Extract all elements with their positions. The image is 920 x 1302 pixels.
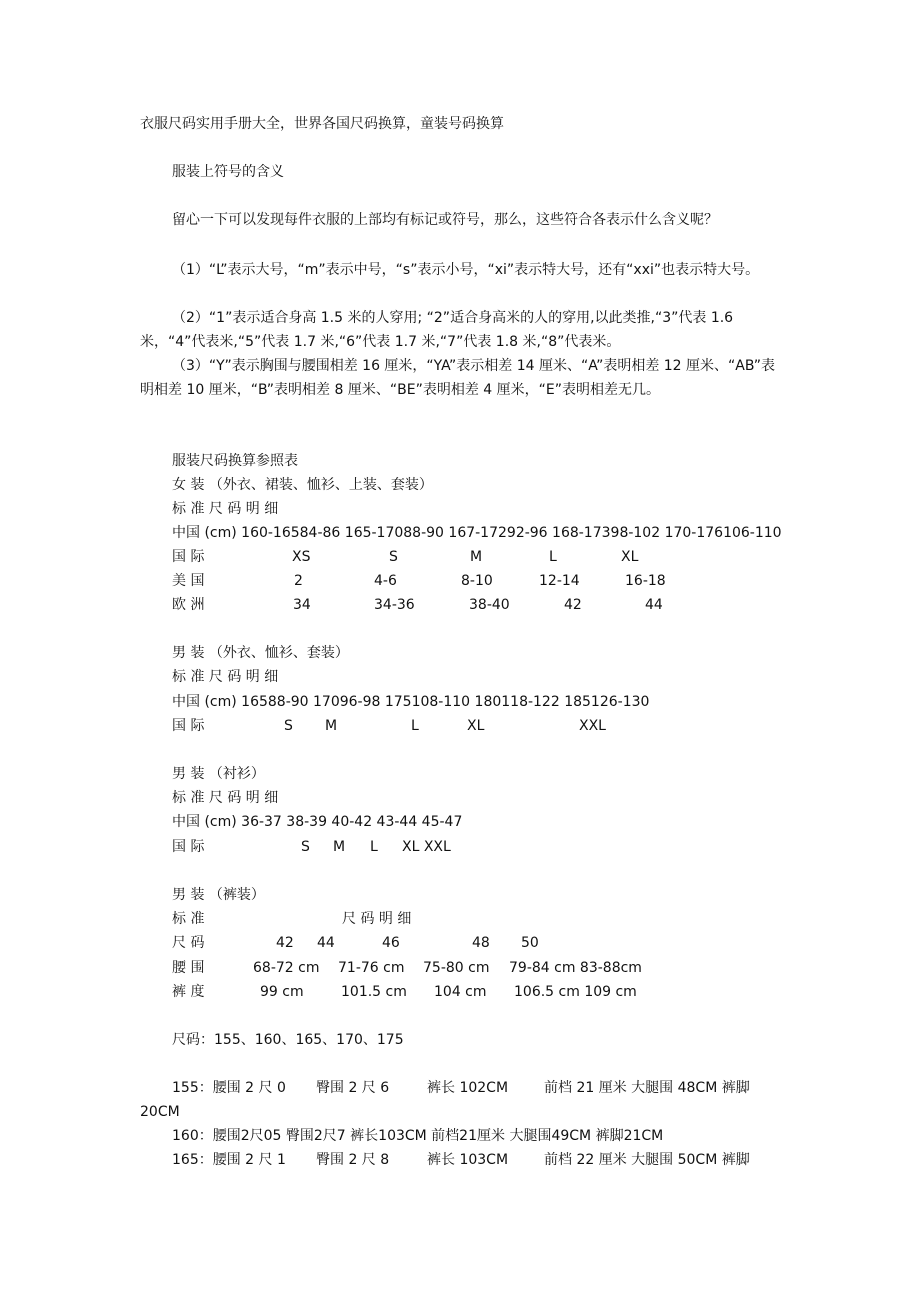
men-outer-standard: 标 准 尺 码 明 细 <box>172 669 279 685</box>
length-cell: 101.5 cm <box>341 984 407 1000</box>
size-cell: 34-36 <box>374 597 415 613</box>
size-cell: 34 <box>293 597 311 613</box>
men-shirt-title: 男 装 （衬衫） <box>172 766 265 782</box>
waist-cell: 71-76 cm <box>338 960 405 976</box>
size-cell: 4-6 <box>374 573 397 589</box>
waist-cell: 68-72 cm <box>253 960 320 976</box>
size-cell: 8-10 <box>461 573 493 589</box>
men-outer-china-row: 中国 (cm) 16588-90 17096-98 175108-110 180118-122 185126-130 <box>172 694 650 710</box>
waist-cell: 79-84 cm 83-88cm <box>509 960 642 976</box>
item-3: （3）“Y”表示胸围与腰围相差 16 厘米，“YA”表示相差 14 厘米、“A”表明相差 12 厘米、“AB”表明相差 10 厘米，“B”表明相差 8 厘米、“BE”表明相差 4 厘米，“E”表明相差无几。 <box>140 358 775 398</box>
detail-rest: 前档 22 厘米 大腿围 50CM 裤脚 <box>544 1152 750 1168</box>
size-cell: S <box>284 718 293 734</box>
item-2: （2）“1”表示适合身高 1.5 米的人穿用; “2”适合身高米的人的穿用,以此类推,“3”代表 1.6 米，“4”代表米,“5”代表 1.7 米,“6”代表 1.7 米,“7”代表 1.8 米,“8”代表米。 <box>140 310 734 350</box>
size-list: 尺码：155、160、165、170、175 <box>172 1032 404 1048</box>
item-1: （1）“L”表示大号，“m”表示中号，“s”表示小号，“xi”表示特大号，还有“xxi”也表示特大号。 <box>172 262 760 278</box>
row-label: 标 准 <box>172 911 205 927</box>
size-cell: XL <box>621 549 639 565</box>
length-cell: 106.5 cm 109 cm <box>514 984 637 1000</box>
men-shirt-china-row: 中国 (cm) 36-37 38-39 40-42 43-44 45-47 <box>172 814 463 830</box>
intro-paragraph: 留心一下可以发现每件衣服的上部均有标记或符号，那么，这些符合各表示什么含义呢？ <box>172 212 718 228</box>
row-label: 欧 洲 <box>172 597 205 613</box>
size-cell: L <box>370 839 378 855</box>
size-cell: 50 <box>521 935 539 951</box>
size-cell: 42 <box>564 597 582 613</box>
row-label: 国 际 <box>172 839 205 855</box>
women-standard: 标 准 尺 码 明 细 <box>172 501 279 517</box>
size-cell: M <box>333 839 346 855</box>
size-cell: 38-40 <box>469 597 510 613</box>
detail-waist: 165：腰围 2 尺 1 <box>172 1152 286 1168</box>
size-cell: 42 <box>276 935 294 951</box>
detail-wrap: 20CM <box>140 1104 180 1120</box>
men-shirt-standard: 标 准 尺 码 明 细 <box>172 790 279 806</box>
waist-cell: 75-80 cm <box>423 960 490 976</box>
row-label: 裤 度 <box>172 984 205 1000</box>
conversion-heading: 服装尺码换算参照表 <box>172 453 298 469</box>
row-label: 美 国 <box>172 573 205 589</box>
size-cell: XXL <box>579 718 606 734</box>
size-cell: 16-18 <box>625 573 666 589</box>
size-cell: S <box>301 839 310 855</box>
detail-length: 裤长 103CM <box>427 1152 509 1168</box>
length-cell: 99 cm <box>260 984 304 1000</box>
document-title: 衣服尺码实用手册大全，世界各国尺码换算，童装号码换算 <box>140 116 504 132</box>
men-pants-title: 男 装 （裤装） <box>172 887 265 903</box>
detail-hip: 臀围 2 尺 6 <box>316 1080 390 1096</box>
size-cell: 44 <box>645 597 663 613</box>
size-cell: L <box>411 718 419 734</box>
size-cell: 12-14 <box>539 573 580 589</box>
size-cell: 46 <box>382 935 400 951</box>
size-cell: XS <box>292 549 311 565</box>
detail-rest: 前档 21 厘米 大腿围 48CM 裤脚 <box>544 1080 750 1096</box>
symbols-heading: 服装上符号的含义 <box>172 164 284 180</box>
size-detail-160: 160：腰围2尺05 臀围2尺7 裤长103CM 前档21厘米 大腿围49CM 裤脚21CM <box>172 1128 664 1144</box>
men-outer-title: 男 装 （外衣、恤衫、套装） <box>172 645 349 661</box>
size-cell: 44 <box>317 935 335 951</box>
size-cell: 2 <box>294 573 303 589</box>
length-cell: 104 cm <box>434 984 487 1000</box>
row-label: 尺 码 <box>172 935 205 951</box>
size-cell: 48 <box>472 935 490 951</box>
women-title: 女 装 （外衣、裙装、恤衫、上装、套装） <box>172 477 433 493</box>
standard-detail: 尺 码 明 细 <box>342 911 412 927</box>
row-label: 国 际 <box>172 549 205 565</box>
size-cell: M <box>470 549 483 565</box>
size-cell: XL <box>467 718 485 734</box>
detail-waist: 155：腰围 2 尺 0 <box>172 1080 286 1096</box>
size-cell: S <box>389 549 398 565</box>
detail-hip: 臀围 2 尺 8 <box>316 1152 390 1168</box>
row-label: 国 际 <box>172 718 205 734</box>
women-china-row: 中国 (cm) 160-16584-86 165-17088-90 167-17292-96 168-17398-102 170-176106-110 <box>172 525 782 541</box>
row-label: 腰 围 <box>172 960 205 976</box>
size-cell: L <box>549 549 557 565</box>
detail-length: 裤长 102CM <box>427 1080 509 1096</box>
size-cell: XL XXL <box>402 839 451 855</box>
size-cell: M <box>325 718 338 734</box>
